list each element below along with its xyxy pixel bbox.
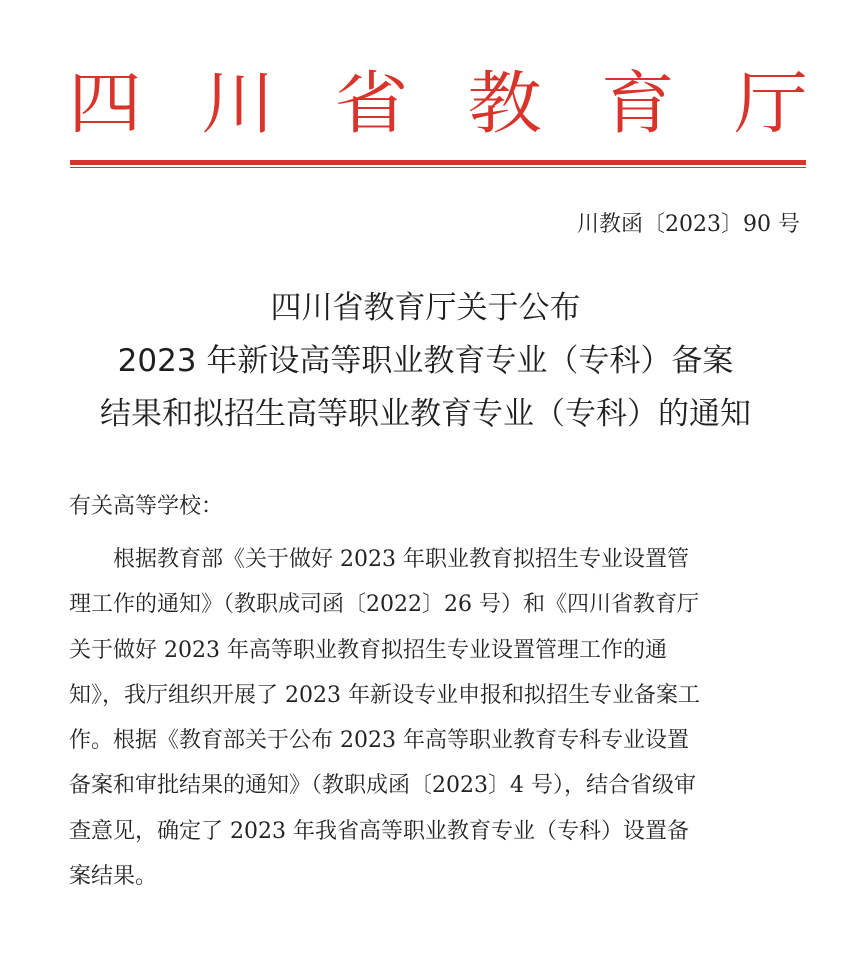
title-char: 省 bbox=[334, 64, 409, 144]
body-line: 理工作的通知》（教职成司函〔2022〕26 号）和《四川省教育厅 bbox=[69, 592, 699, 618]
document-number: 川教函〔2023〕90 号 bbox=[577, 212, 800, 237]
title-line: 结果和拟招生高等职业教育专业（专科）的通知 bbox=[100, 396, 751, 432]
issuing-authority-title bbox=[68, 54, 808, 154]
body-paragraph bbox=[69, 537, 802, 899]
title-char: 厅 bbox=[733, 64, 808, 144]
body-line: 知》，我厅组织开展了 2023 年新设专业申报和拟招生专业备案工 bbox=[69, 682, 700, 708]
document-title bbox=[40, 282, 811, 441]
body-line: 关于做好 2023 年高等职业教育拟招生专业设置管理工作的通 bbox=[69, 637, 667, 663]
body-line: 备案和审批结果的通知》（教职成函〔2023〕4 号），结合省级审 bbox=[69, 773, 696, 799]
body-line: 案结果。 bbox=[69, 864, 158, 890]
title-char: 育 bbox=[600, 64, 675, 144]
title-char: 川 bbox=[201, 64, 276, 144]
salutation: 有关高等学校： bbox=[69, 494, 224, 519]
body-line: 查意见，确定了 2023 年我省高等职业教育专业（专科）设置备 bbox=[69, 818, 689, 844]
body-line: 作。根据《教育部关于公布 2023 年高等职业教育专科专业设置 bbox=[69, 728, 689, 754]
title-char: 教 bbox=[467, 64, 542, 144]
title-char: 四 bbox=[68, 64, 142, 144]
header-divider-thick bbox=[70, 160, 806, 165]
title-line: 2023 年新设高等职业教育专业（专科）备案 bbox=[117, 343, 734, 379]
body-line: 根据教育部《关于做好 2023 年职业教育拟招生专业设置管 bbox=[113, 547, 689, 572]
title-line: 四川省教育厅关于公布 bbox=[270, 290, 581, 326]
header-divider-thin bbox=[70, 167, 806, 168]
